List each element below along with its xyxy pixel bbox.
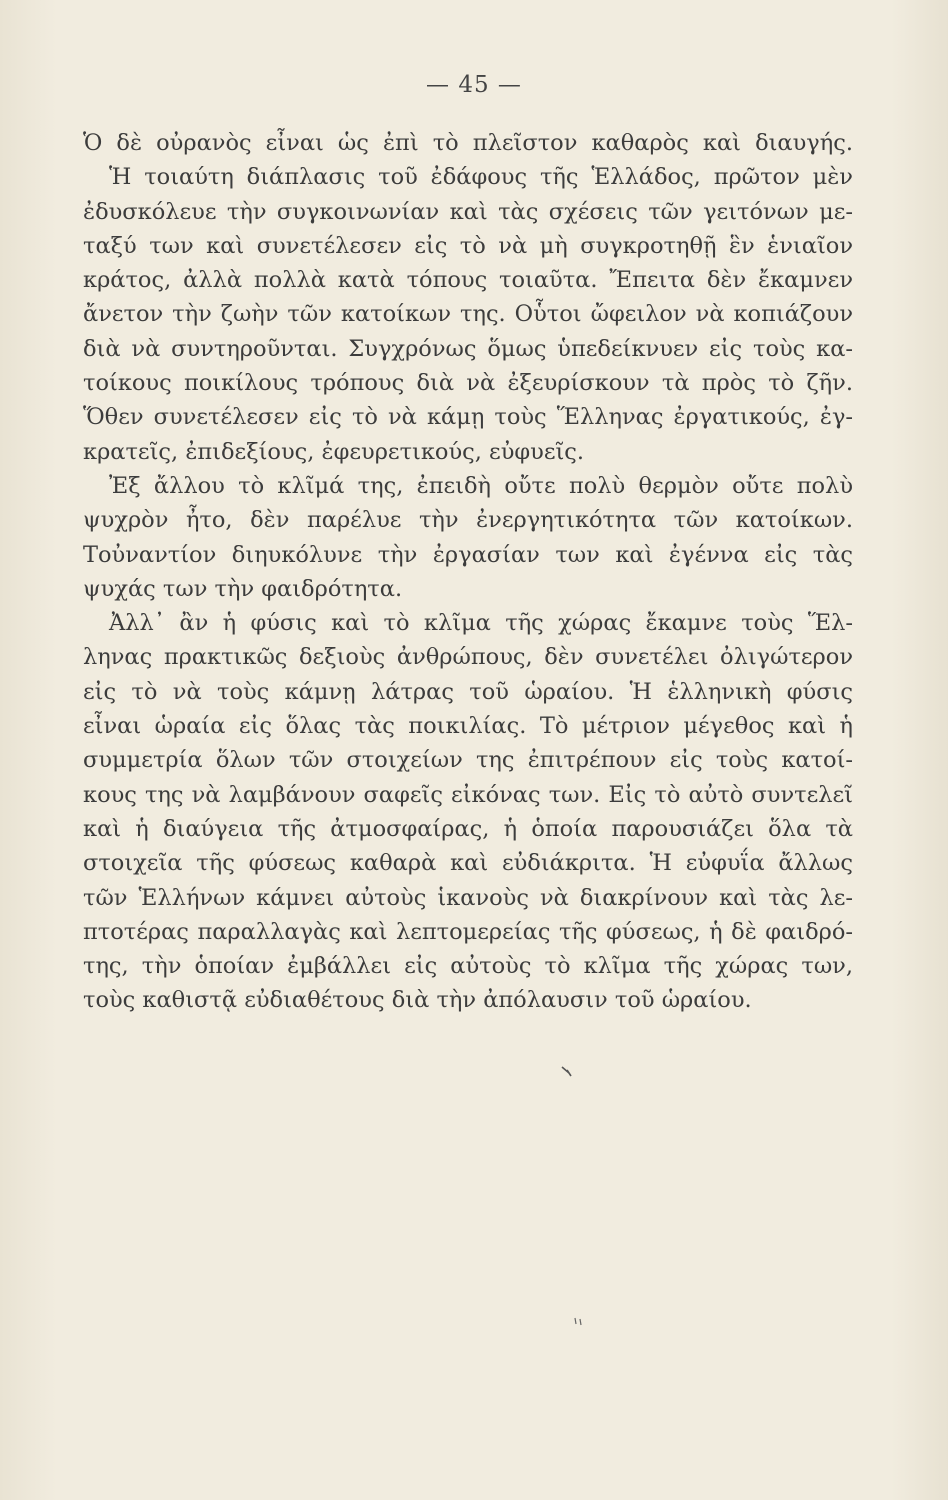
text-line: διὰ νὰ συντηροῦνται. Συγχρόνως ὅμως ὑπεδείκνυεν εἰς τοὺς κα- [83,335,853,362]
text-line: της, τὴν ὁποίαν ἐμβάλλει εἰς αὐτοὺς τὸ κλῖμα τῆς χώρας των, [83,953,853,980]
text-line: ψυχάς των τὴν φαιδρότητα. [83,575,403,602]
text-line: κους της νὰ λαμβάνουν σαφεῖς εἰκόνας των. Εἰς τὸ αὐτὸ συντελεῖ [83,781,853,808]
text-line: εἶναι ὡραία εἰς ὅλας τὰς ποικιλίας. Τὸ μέτριον μέγεθος καὶ ἡ [83,713,853,740]
text-line: Ἀλλ᾽ ἂν ἡ φύσις καὶ τὸ κλῖμα τῆς χώρας ἔκαμνε τοὺς Ἕλ- [109,610,853,637]
text-line: καὶ ἡ διαύγεια τῆς ἀτμοσφαίρας, ἡ ὁποία παρουσιάζει ὅλα τὰ [83,815,853,842]
text-line: ταξύ των καὶ συνετέλεσεν εἰς τὸ νὰ μὴ συγκροτηθῇ ἓν ἑνιαῖον [83,232,853,259]
text-line: τῶν Ἑλλήνων κάμνει αὐτοὺς ἱκανοὺς νὰ διακρίνουν καὶ τὰς λε- [83,884,853,911]
page-number: — 45 — [426,72,522,98]
text-line: τοίκους ποικίλους τρόπους διὰ νὰ ἐξευρίσκουν τὰ πρὸς τὸ ζῆν. [83,370,853,397]
body-text [83,126,853,1018]
text-line: κρατεῖς, ἐπιδεξίους, ἐφευρετικούς, εὐφυεῖς. [83,438,585,465]
text-line: εἰς τὸ νὰ τοὺς κάμνῃ λάτρας τοῦ ὡραίου. Ἡ ἑλληνικὴ φύσις [83,678,853,705]
text-line: τοὺς καθιστᾷ εὐδιαθέτους διὰ τὴν ἀπόλαυσιν τοῦ ὡραίου. [83,987,752,1014]
text-line: πτοτέρας παραλλαγὰς καὶ λεπτομερείας τῆς φύσεως, ἡ δὲ φαιδρό- [83,918,853,945]
text-line: ψυχρὸν ἦτο, δὲν παρέλυε τὴν ἐνεργητικότητα τῶν κατοίκων. [83,507,853,534]
paper-speck-icon [560,1064,574,1078]
text-line: Ἐξ ἄλλου τὸ κλῖμά της, ἐπειδὴ οὔτε πολὺ θερμὸν οὔτε πολὺ [109,472,853,499]
text-line: κράτος, ἀλλὰ πολλὰ κατὰ τόπους τοιαῦτα. Ἔπειτα δὲν ἔκαμνεν [83,267,853,294]
paper-speck-icon [572,1316,586,1330]
text-line: στοιχεῖα τῆς φύσεως καθαρὰ καὶ εὐδιάκριτα. Ἡ εὐφυΐα ἄλλως [83,850,853,877]
text-line: Ὅθεν συνετέλεσεν εἰς τὸ νὰ κάμῃ τοὺς Ἕλληνας ἐργατικούς, ἐγ- [83,404,853,431]
text-line: Ὁ δὲ οὐρανὸς εἶναι ὡς ἐπὶ τὸ πλεῖστον καθαρὸς καὶ διαυγής. [83,130,853,156]
text-line: συμμετρία ὅλων τῶν στοιχείων της ἐπιτρέπουν εἰς τοὺς κατοί- [83,747,853,774]
text-line: ἐδυσκόλευε τὴν συγκοινωνίαν καὶ τὰς σχέσεις τῶν γειτόνων με- [83,198,853,225]
text-line: ἄνετον τὴν ζωὴν τῶν κατοίκων της. Οὗτοι ὤφειλον νὰ κοπιάζουν [83,301,853,328]
text-line: Τοὐναντίον διηυκόλυνε τὴν ἐργασίαν των καὶ ἐγέννα εἰς τὰς [83,541,853,568]
text-line: ληνας πρακτικῶς δεξιοὺς ἀνθρώπους, δὲν συνετέλει ὀλιγώτερον [83,644,853,671]
text-line: Ἡ τοιαύτη διάπλασις τοῦ ἐδάφους τῆς Ἑλλάδος, πρῶτον μὲν [109,164,853,191]
